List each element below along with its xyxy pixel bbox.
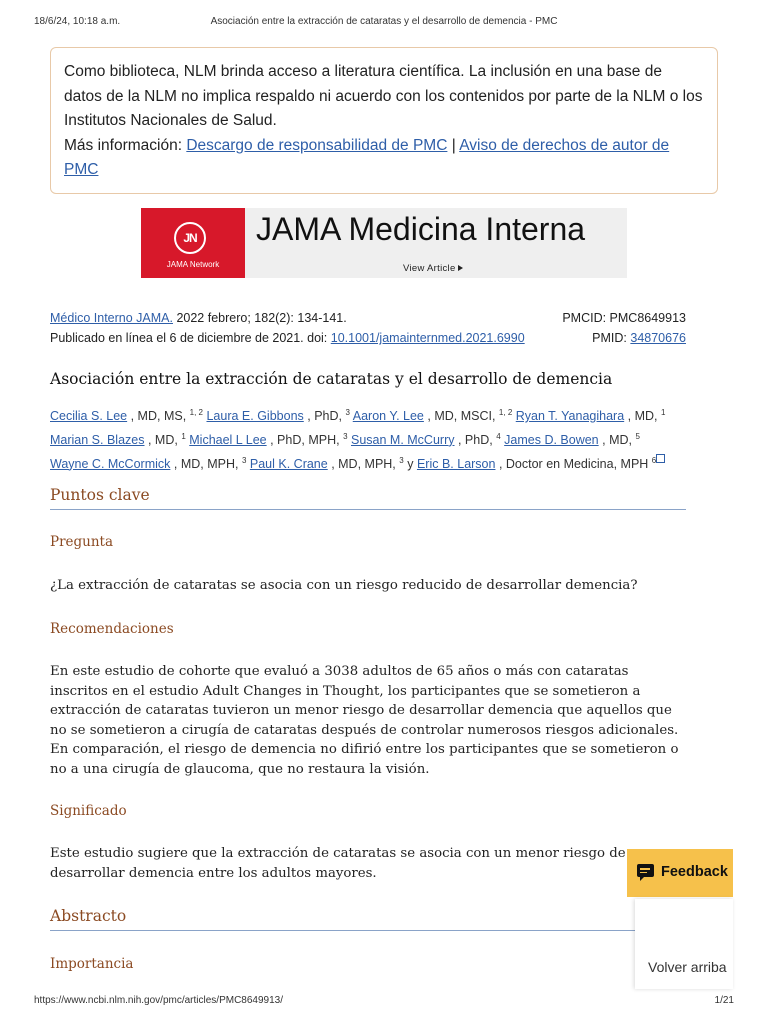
section-divider <box>50 930 686 931</box>
abstract-heading: Abstracto <box>50 907 127 925</box>
journal-banner[interactable] <box>141 208 627 278</box>
author-degree: , MD, MSCI, <box>427 409 496 424</box>
author-link[interactable]: Marian S. Blazes <box>50 432 145 447</box>
author-degree: , MD, <box>627 409 658 424</box>
affiliation-sup: 4 <box>496 431 501 441</box>
email-icon[interactable] <box>656 454 665 463</box>
jn-logo-icon: JN <box>174 222 206 254</box>
findings-text: En este estudio de cohorte que evaluó a 3038 adultos de 65 años o más con cataratas inscritos en el estudio Adult Changes in Thought, los participantes que se sometieron a extracción de cataratas tuvieron un menor riesgo de desarrollar demencia que aquellos que no se sometieron a cirugía de cataratas después de controlar numerosos riesgos adicionales. En comparación, el riesgo de demencia no difirió entre los participantes que se sometieron o no a una cirugía de glaucoma, que no restaura la visión. <box>50 664 679 777</box>
notice-text: Como biblioteca, NLM brinda acceso a literatura científica. La inclusión en una base de datos de la NLM no implica respaldo ni acuerdo con los contenidos por parte de la NLM o los Institutos Nacionales de Salud. <box>64 63 703 129</box>
affiliation-sup: 6 <box>651 455 657 465</box>
print-page-title: Asociación entre la extracción de cataratas y el desarrollo de demencia - PMC <box>210 16 558 27</box>
section-divider <box>50 509 686 510</box>
affiliation-sup: 1 <box>181 431 186 441</box>
author-conjunction: y <box>407 456 414 471</box>
author-link[interactable]: Paul K. Crane <box>249 456 328 471</box>
author-link[interactable]: Wayne C. McCormick <box>50 456 171 471</box>
findings-heading: Recomendaciones <box>50 621 174 637</box>
author-degree: , MD, <box>602 432 632 447</box>
feedback-label: Feedback <box>661 864 728 880</box>
question-heading: Pregunta <box>50 534 114 550</box>
author-degree: , MD, MS, <box>130 409 187 424</box>
disclaimer-link[interactable]: Descargo de responsabilidad de PMC <box>186 136 448 154</box>
author-degree: , Doctor en Medicina, MPH <box>498 456 649 471</box>
published-date: Publicado en línea el 6 de diciembre de 2021. doi: <box>50 331 328 345</box>
author-degree: , MD, MPH, <box>173 456 239 471</box>
affiliation-sup: 1 <box>661 408 666 417</box>
pmid-label: PMID: <box>592 331 627 345</box>
journal-link[interactable]: Médico Interno JAMA. <box>50 311 173 325</box>
page-url: https://www.ncbi.nlm.nih.gov/pmc/articles/PMC8649913/ <box>34 995 283 1006</box>
print-header <box>34 16 734 30</box>
journal-name: JAMA Medicina Interna <box>256 211 586 247</box>
importance-heading: Importancia <box>50 956 134 972</box>
pmcid: PMCID: PMC8649913 <box>562 311 686 325</box>
author-degree: , PhD, <box>307 409 343 424</box>
affiliation-sup: 3 <box>345 408 350 417</box>
author-link[interactable]: Susan M. McCurry <box>351 432 455 447</box>
chat-icon <box>637 864 654 877</box>
author-link[interactable]: Cecilia S. Lee <box>50 409 128 424</box>
meaning-heading: Significado <box>50 803 127 819</box>
author-degree: , MD, <box>147 432 178 447</box>
author-link[interactable]: James D. Bowen <box>504 432 599 447</box>
author-degree: , PhD, MPH, <box>270 432 340 447</box>
affiliation-sup: 1, 2 <box>498 408 513 417</box>
feedback-button[interactable] <box>627 849 733 897</box>
article-title: Asociación entre la extracción de cataratas y el desarrollo de demencia <box>50 370 613 388</box>
page-number: 1/21 <box>714 995 734 1006</box>
key-points-heading: Puntos clave <box>50 486 150 504</box>
author-link[interactable]: Ryan T. Yanagihara <box>515 409 625 424</box>
citation-volume: 2022 febrero; 182(2): 134-141. <box>176 311 347 325</box>
meaning-text: Este estudio sugiere que la extracción de cataratas se asocia con un menor riesgo de desarrollar demencia entre los adultos mayores. <box>50 846 626 881</box>
affiliation-sup: 3 <box>399 455 404 465</box>
author-list <box>50 403 690 474</box>
view-article-label: View Article <box>403 263 456 274</box>
affiliation-sup: 3 <box>343 431 348 441</box>
notice-more-label: Más información: <box>64 136 183 154</box>
notice-separator: | <box>451 136 456 154</box>
author-link[interactable]: Laura E. Gibbons <box>206 409 304 424</box>
print-footer <box>34 995 734 1009</box>
author-degree: , PhD, <box>457 432 493 447</box>
print-date: 18/6/24, 10:18 a.m. <box>34 16 121 27</box>
citation-block <box>50 309 686 349</box>
author-link[interactable]: Michael L Lee <box>189 432 267 447</box>
pmid-link[interactable]: 34870676 <box>630 331 686 345</box>
view-article-button[interactable] <box>403 263 463 274</box>
play-arrow-icon <box>458 265 463 271</box>
author-degree: , MD, MPH, <box>331 456 396 471</box>
affiliation-sup: 5 <box>635 431 640 441</box>
jama-network-logo <box>141 208 245 278</box>
author-link[interactable]: Eric B. Larson <box>416 456 496 471</box>
affiliation-sup: 1, 2 <box>189 408 203 417</box>
jama-network-label: JAMA Network <box>166 260 220 269</box>
doi-link[interactable]: 10.1001/jamainternmed.2021.6990 <box>330 331 525 345</box>
affiliation-sup: 3 <box>241 455 247 465</box>
back-to-top-button[interactable] <box>635 899 733 989</box>
copyright-link[interactable]: Aviso de derechos de autor de PMC <box>64 136 670 178</box>
question-text: ¿La extracción de cataratas se asocia con un riesgo reducido de desarrollar demencia? <box>50 578 638 593</box>
author-link[interactable]: Aaron Y. Lee <box>352 409 424 424</box>
nlm-notice <box>50 47 718 194</box>
back-to-top-label: Volver arriba <box>648 959 727 975</box>
